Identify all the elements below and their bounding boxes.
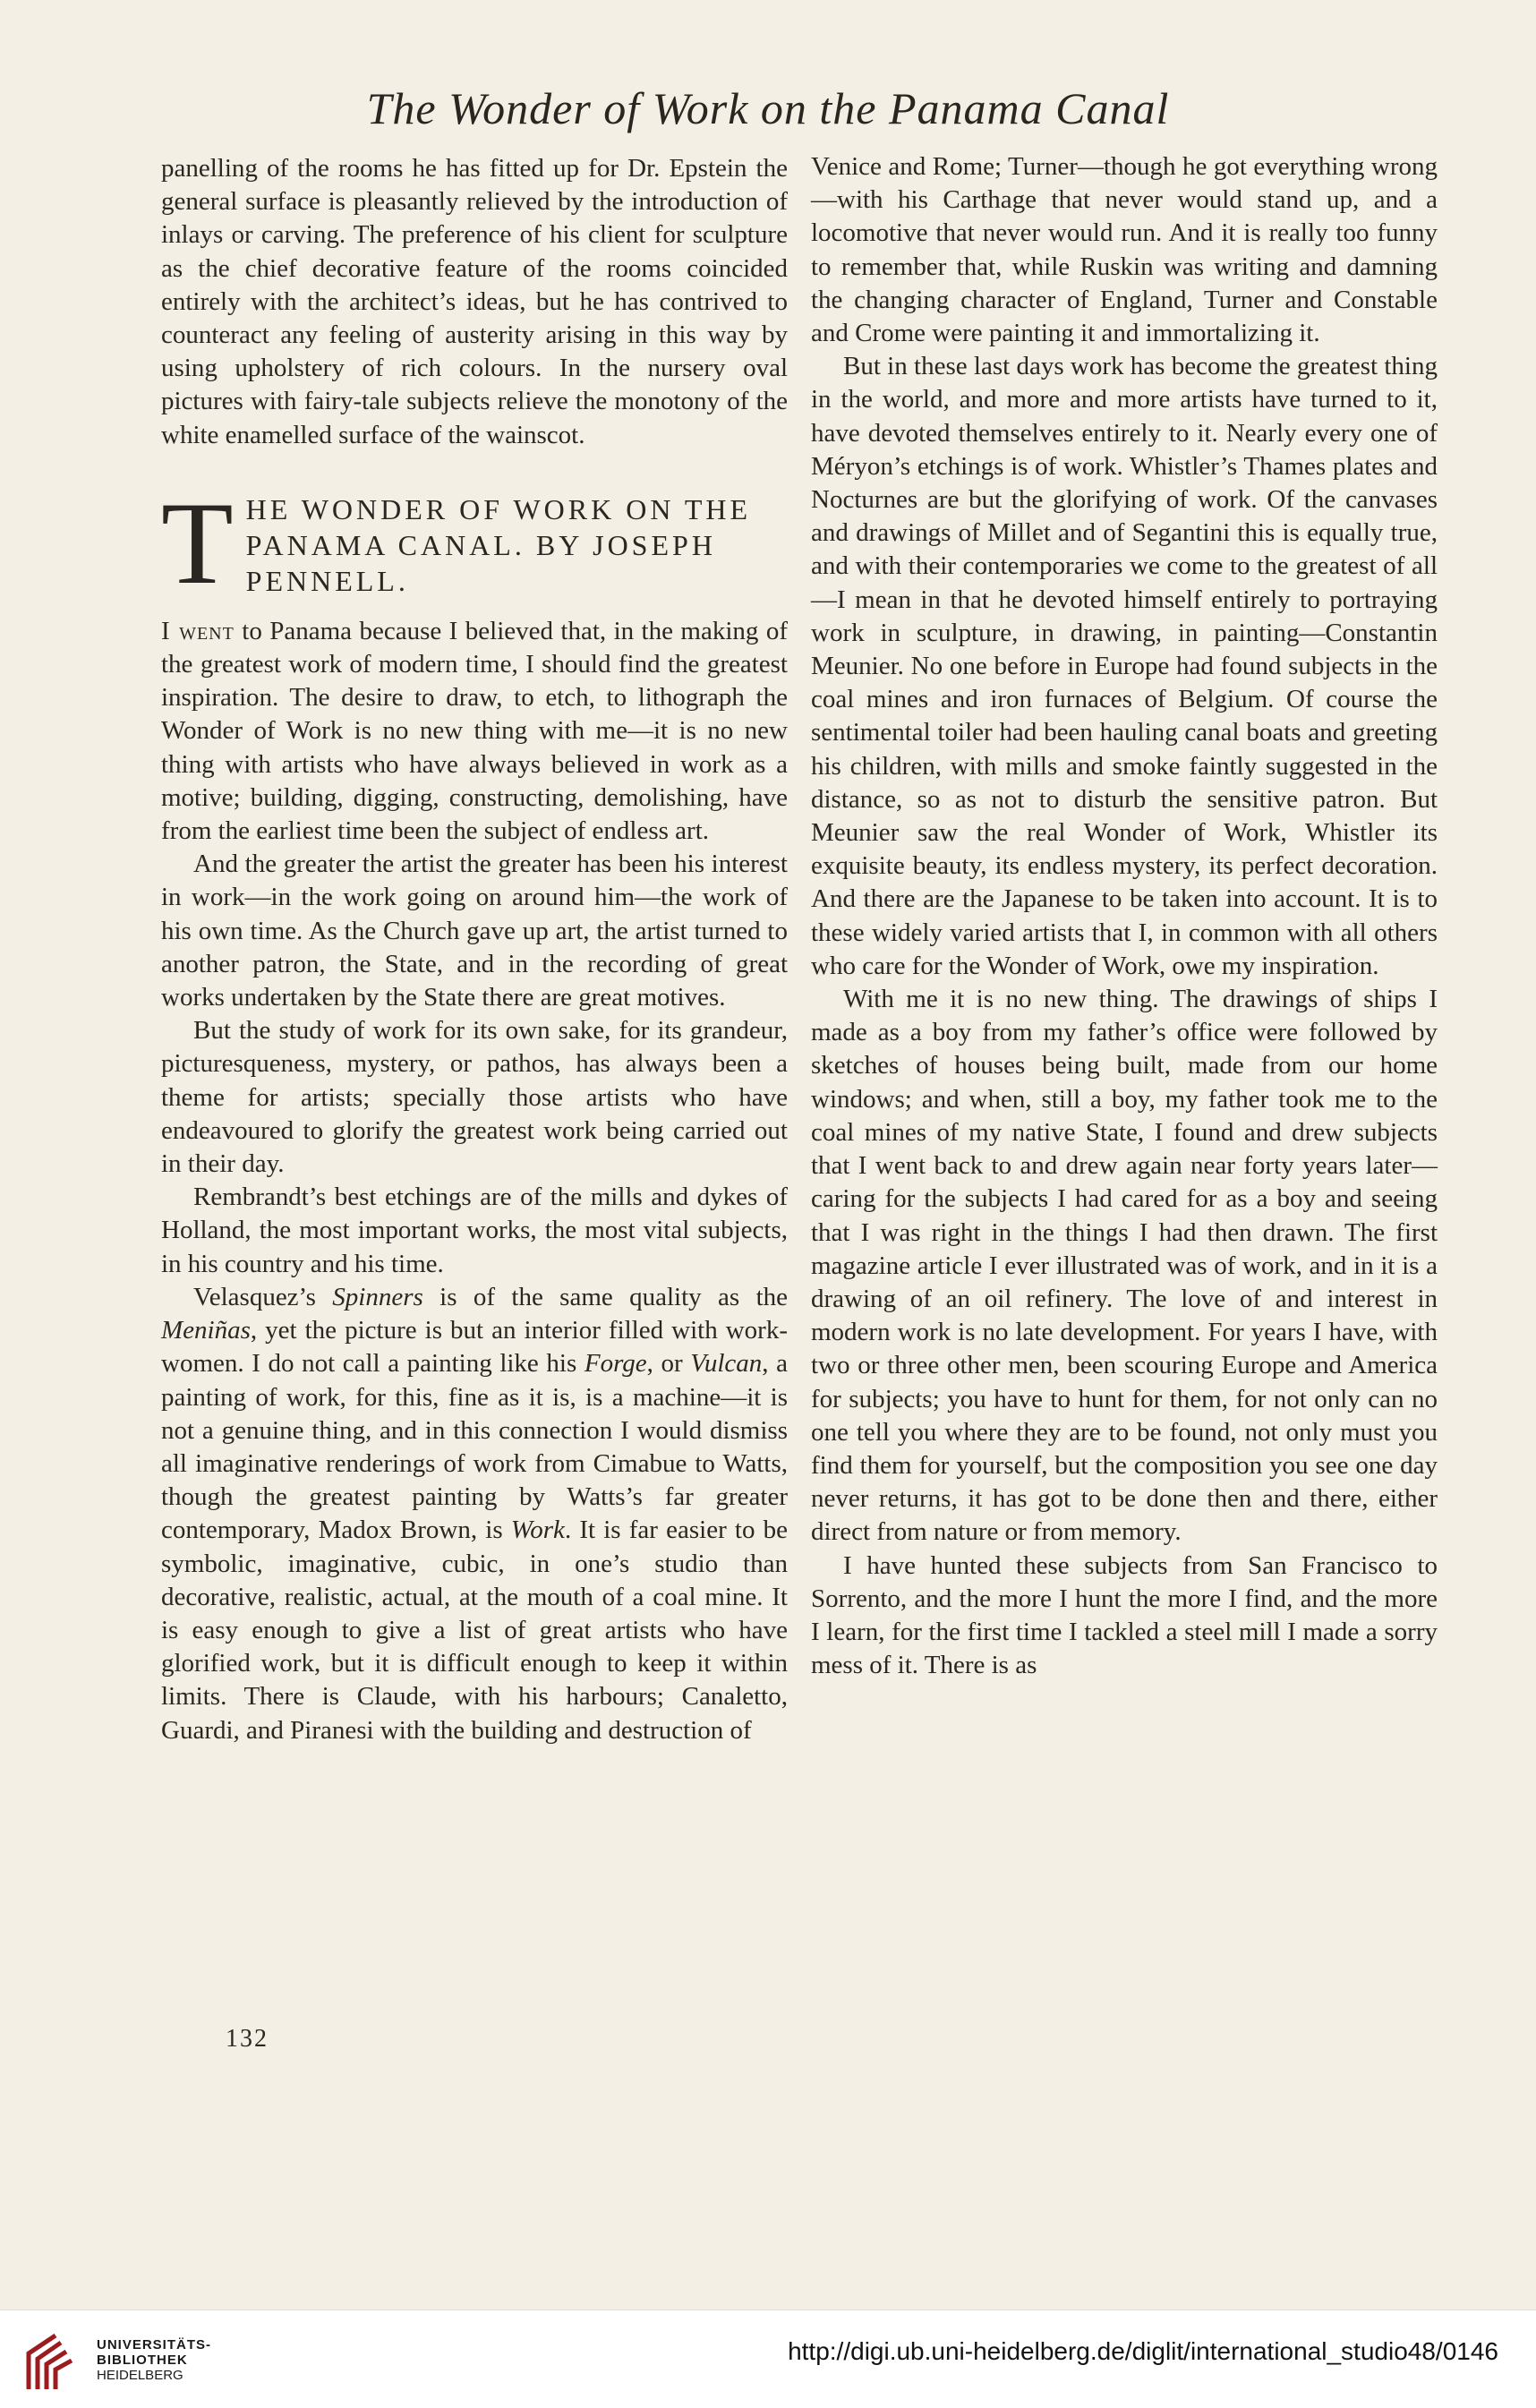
- title-text: HE WONDER OF WORK ON THE PANAMA CANAL. BY JOSEPH PENNELL.: [245, 492, 752, 597]
- right-paragraph-2: But in these last days work has become the greatest thing in the world, and more and more artists have turned to it, have devoted themselves entirely to it. Nearly every one of Méryon’s etchings is of work. Whistler’s Thames plates and Nocturnes are but the glorifying of work. Of the canvases and drawings of Millet and of Segantini this is equally true, and with their contemporaries we come to the greatest of all—I mean in that he devoted himself entirely to portraying work in sculpture, in drawing, in painting—Constantin Meunier. No one before in Europe had found subjects in the coal mines and iron furnaces of Belgium. Of course the sentimental toiler had been hauling canal boats and greeting his children, with mills and smoke faintly suggested in the distance, so as not to disturb the sensitive patron. But Meunier saw the real Wonder of Work, Whistler its exquisite beauty, its endless mystery, its perfect decoration. And there are the Japanese to be taken into account. It is to these widely varied artists that I, in common with all others who care for the Wonder of Work, owe my inspiration.: [811, 352, 1438, 980]
- right-paragraph-4: I have hunted these subjects from San Francisco to Sorrento, and the more I hunt the more I find, and the more I learn, for the first time I tackled a steel mill I made a sorry mess of it. There is as: [811, 1550, 1438, 1680]
- library-footer: [0, 2310, 1536, 2408]
- paragraph-text: to Panama because I believed that, in the making of the greatest work of modern time, I should find the greatest inspiration. The desire to draw, to etch, to lithograph the Wonder of Work is no new thing with me—it is no new thing with artists who have always believed in work as a motive; building, digging, constructing, demolishing, have from the earliest time been the subject of endless art.: [161, 616, 788, 846]
- text-run: , yet the picture is but an interior filled with work-women. I do not call a painting like his: [161, 1316, 788, 1379]
- left-column: [161, 152, 788, 1747]
- italic-title-work: Work: [510, 1516, 565, 1545]
- text-run: , or: [646, 1349, 691, 1379]
- intro-paragraph: panelling of the rooms he has fitted up for Dr. Epstein the general surface is pleasantly relieved by the introduction of inlays or carving. The preference of his client for sculpture as the chief decorative feature of the rooms coincided entirely with the architect’s ideas, but he has contrived to counteract any feeling of austerity arising in this way by using upholstery of rich colours. In the nursery oval pictures with fairy-tale subjects relieve the monotony of the white enamelled surface of the wainscot.: [161, 154, 788, 449]
- library-logo-icon: [20, 2327, 88, 2395]
- library-name-line-3: HEIDELBERG: [97, 2368, 183, 2383]
- right-paragraph-1: Venice and Rome; Turner—though he got everything wrong—with his Carthage that never would stand up, and a locomotive that never would run. And it is really too funny to remember that, while Ruskin was writing and damning the changing character of England, Turner and Constable and Crome were painting it and immortalizing it.: [811, 152, 1438, 348]
- page-number: 132: [226, 2025, 269, 2053]
- body-paragraph-5: [161, 1281, 788, 1747]
- body-paragraph-2: And the greater the artist the greater has been his interest in work—in the work going on around him—the work of his own time. As the Church gave up art, the artist turned to another patron, the State, and in the recording of great works undertaken by the State there are great motives.: [161, 850, 788, 1012]
- italic-title-forge: Forge: [584, 1349, 647, 1379]
- body-paragraph-3: But the study of work for its own sake, for its grandeur, picturesqueness, mystery, or pathos, has always been a theme for artists; specially those artists who have endeavoured to glorify the greatest work being carried out in their day.: [161, 1016, 788, 1179]
- paragraph-lead-small-caps: I went: [161, 616, 235, 645]
- body-paragraph-4: Rembrandt’s best etchings are of the mills and dykes of Holland, the most important works, the most vital subjects, in his country and his time.: [161, 1183, 788, 1278]
- text-run: is of the same quality as the: [422, 1282, 788, 1311]
- italic-title-meninas: Meniñas: [161, 1316, 251, 1345]
- running-head: The Wonder of Work on the Panama Canal: [366, 83, 1170, 133]
- article-title: [161, 476, 788, 609]
- right-column: [811, 150, 1438, 1682]
- library-name: [97, 2337, 211, 2383]
- right-paragraph-3: With me it is no new thing. The drawings of ships I made as a boy from my father’s office were followed by sketches of houses being built, made from our home windows; and when, still a boy, my father took me to the coal mines of my native State, I found and drew subjects that I went back to and drew again near forty years later—caring for the subjects I had cared for as a boy and seeing that I was right in the things I had then drawn. The first magazine article I ever illustrated was of work, and in it is a drawing of an oil refinery. The love of and interest in modern work is no late development. For years I have, with two or three other men, been scouring Europe and America for subjects; you have to hunt for them, for not only can no one tell you where they are to be found, not only must you find them for yourself, but the composition you see one day never returns, it has got to be done then and there, either direct from nature or from memory.: [811, 985, 1438, 1547]
- text-run: , a painting of work, for this, fine as it is, is a machine—it is not a genuine thing, and in this connection I would dismiss all imaginative renderings of work from Cimabue to Watts, though the greatest painting by Watts’s far greater contemporary, Madox Brown, is: [161, 1349, 789, 1545]
- title-drop-cap: T: [161, 476, 234, 609]
- library-name-line-1: UNIVERSITÄTS-: [97, 2337, 212, 2352]
- source-url-link[interactable]: http://digi.ub.uni-heidelberg.de/diglit/international_studio48/0146: [788, 2337, 1498, 2365]
- italic-title-spinners: Spinners: [332, 1282, 423, 1311]
- body-paragraph-1: [161, 615, 788, 848]
- text-run: . It is far easier to be symbolic, imaginative, cubic, in one’s studio than decorative, realistic, actual, at the mouth of a coal mine. It is easy enough to give a list of great artists who have glorified work, but it is difficult enough to keep it within limits. There is Claude, with his harbours; Canaletto, Guardi, and Piranesi with the building and destruction of: [161, 1516, 788, 1745]
- italic-title-vulcan: Vulcan: [690, 1349, 763, 1379]
- library-name-line-2: BIBLIOTHEK: [97, 2352, 188, 2368]
- text-run: Velasquez’s: [193, 1282, 333, 1311]
